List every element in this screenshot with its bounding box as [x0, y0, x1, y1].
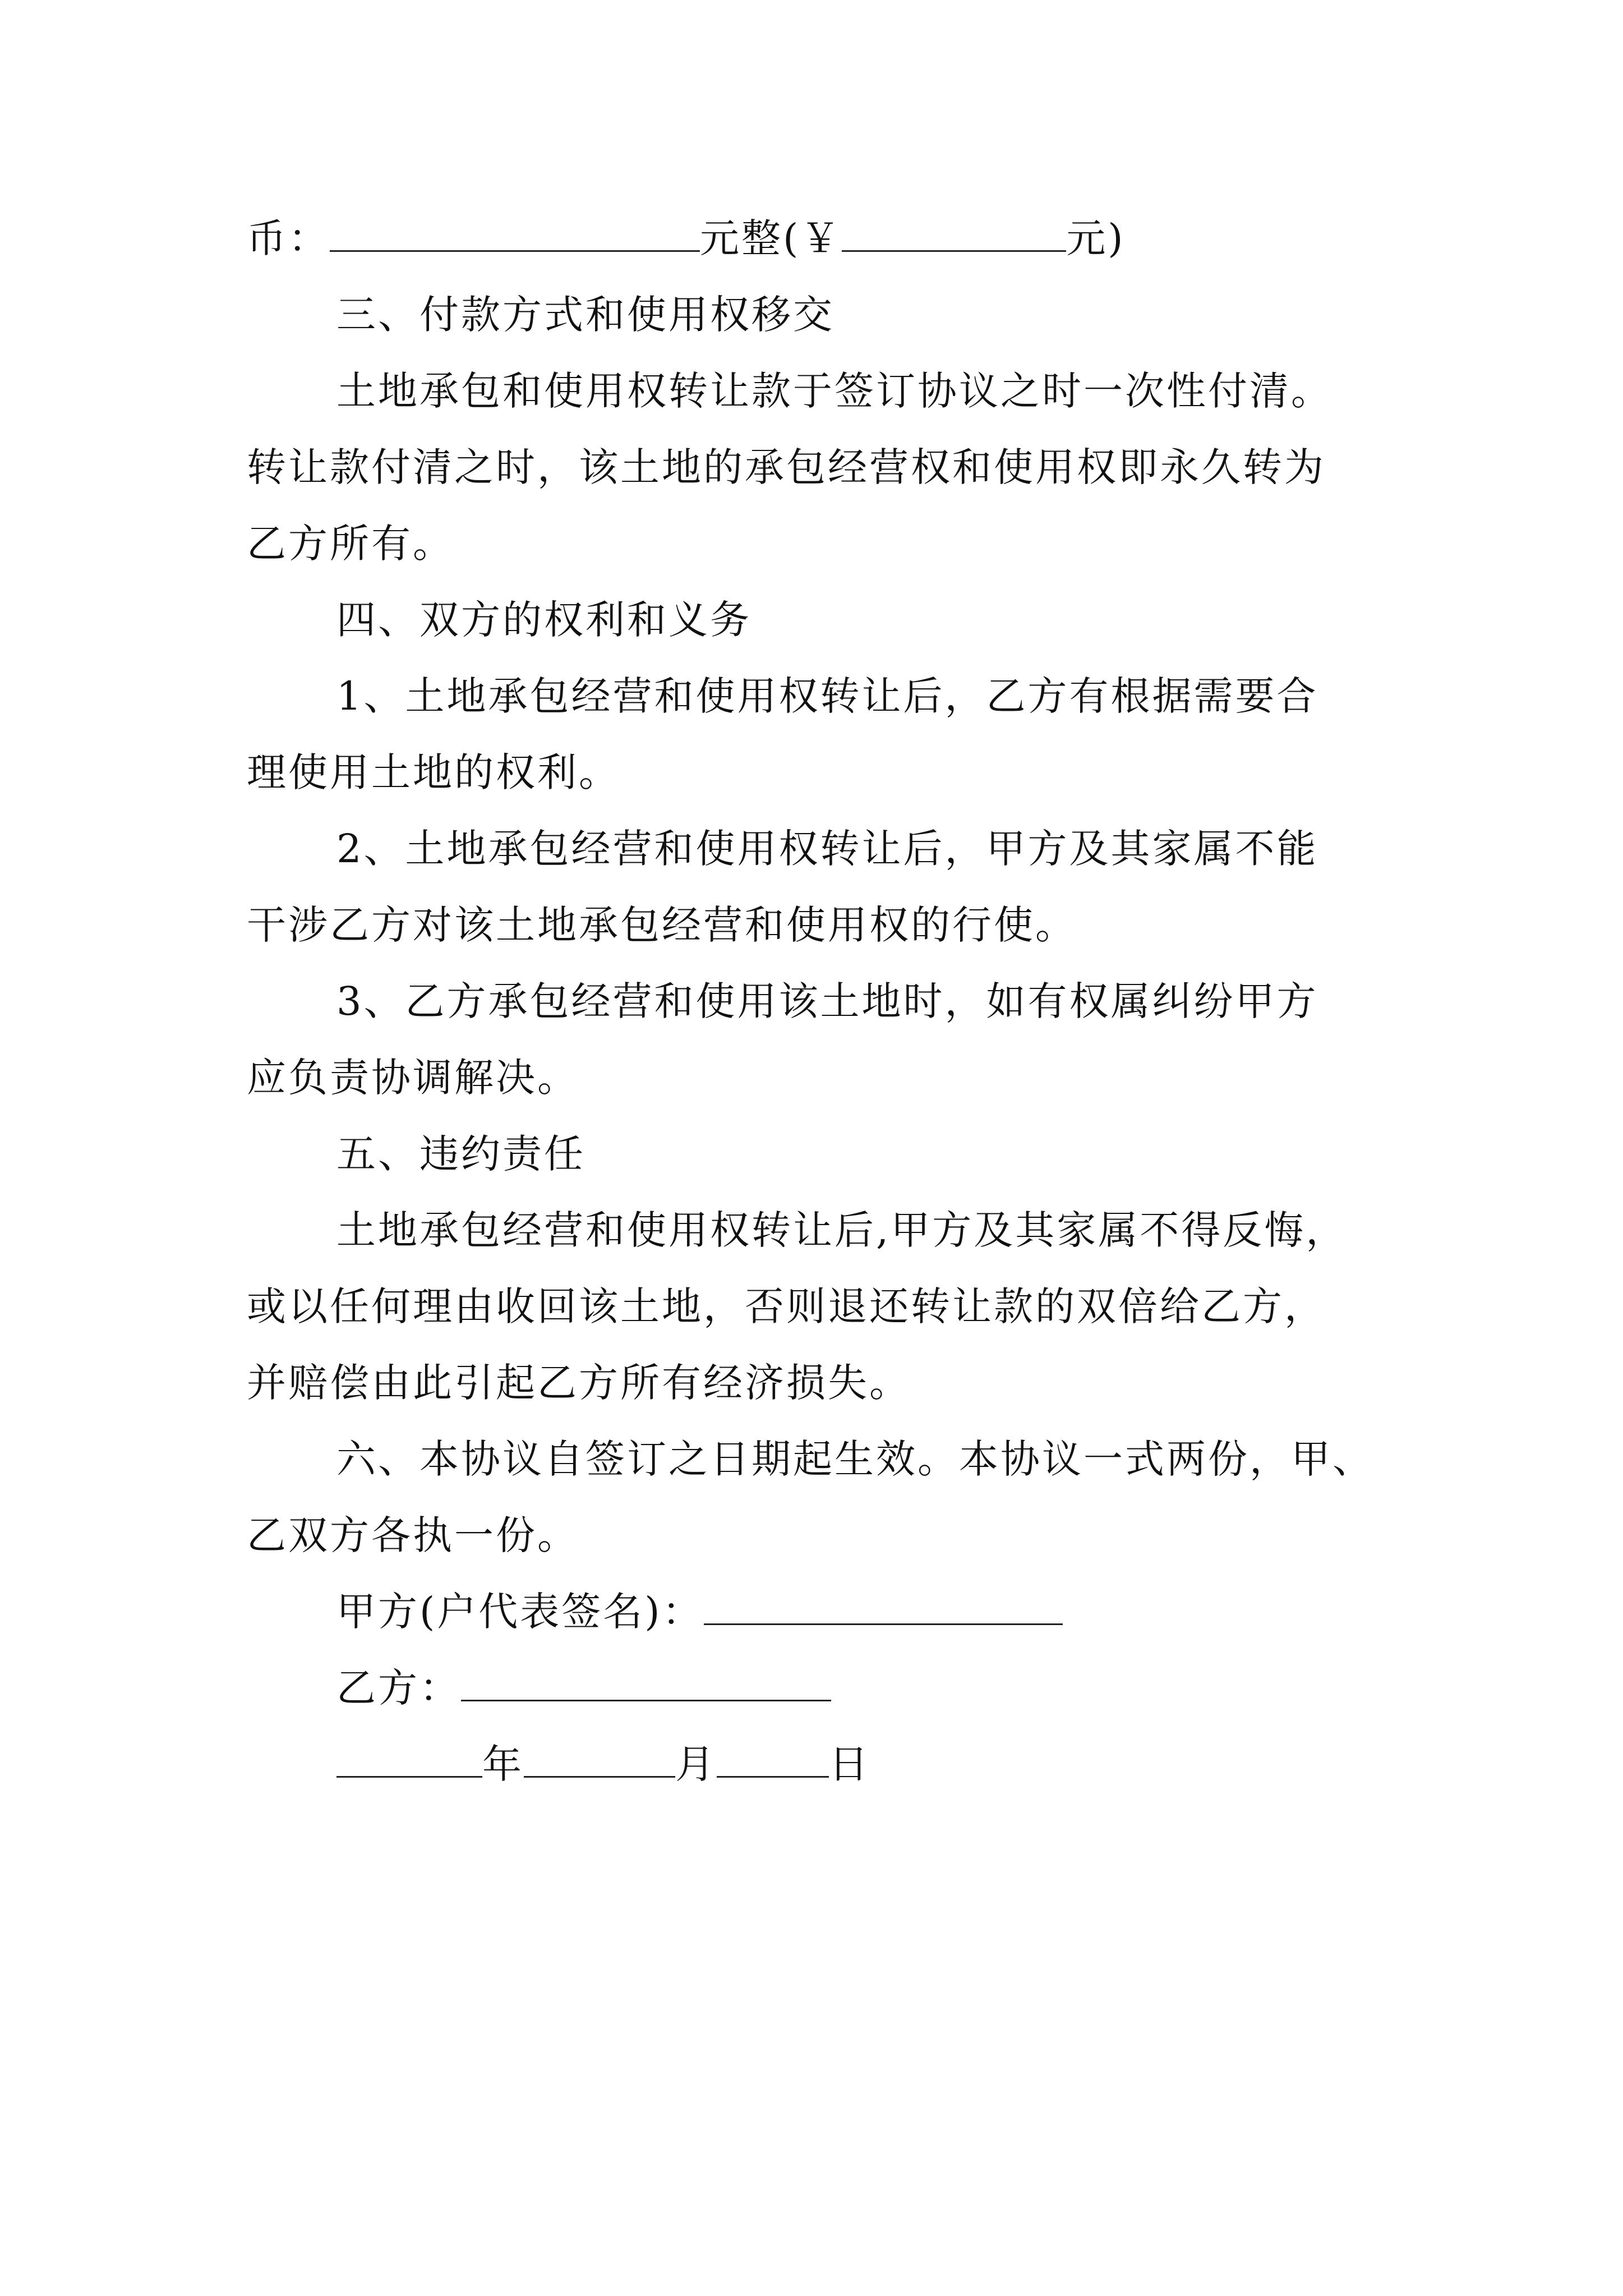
amount-number-blank[interactable]: [842, 215, 1066, 252]
date-line: [336, 1739, 870, 1789]
party-a-label: 甲方(户代表签名)：: [336, 1589, 704, 1635]
section-3-paragraph-line-1: 土地承包和使用权转让款于签订协议之时一次性付清。: [336, 368, 1332, 414]
amount-line: [247, 213, 1126, 264]
section-4-item-1-line-2: 理使用土地的权利。: [247, 749, 620, 795]
currency-label: 币：: [247, 215, 330, 261]
year-blank[interactable]: [336, 1741, 482, 1778]
section-4-item-1-line-1: 1、土地承包经营和使用权转让后，乙方有根据需要合: [336, 673, 1318, 719]
day-blank[interactable]: [717, 1741, 829, 1778]
section-5-paragraph-line-1: 土地承包经营和使用权转让后,甲方及其家属不得反悔，: [336, 1207, 1348, 1253]
section-3-paragraph-line-2: 转让款付清之时，该土地的承包经营权和使用权即永久转为: [247, 444, 1326, 490]
section-4-item-2-line-1: 2、土地承包经营和使用权转让后，甲方及其家属不能: [336, 826, 1318, 872]
month-blank[interactable]: [524, 1741, 675, 1778]
section-4-item-2-line-2: 干涉乙方对该土地承包经营和使用权的行使。: [247, 902, 1077, 948]
section-5-paragraph-line-3: 并赔偿由此引起乙方所有经济损失。: [247, 1360, 911, 1406]
section-4-heading: 四、双方的权利和义务: [336, 597, 751, 643]
party-b-signature-line: [336, 1663, 831, 1713]
amount-unit-label: 元整(￥: [700, 215, 842, 261]
section-4-item-3-line-1: 3、乙方承包经营和使用该土地时，如有权属纠纷甲方: [336, 978, 1318, 1024]
year-label: 年: [482, 1741, 524, 1787]
party-b-label: 乙方：: [336, 1665, 461, 1711]
section-6-line-2: 乙双方各执一份。: [247, 1512, 579, 1558]
day-label: 日: [829, 1741, 870, 1787]
section-6-line-1: 六、本协议自签订之日期起生效。本协议一式两份，甲、: [336, 1436, 1374, 1482]
party-b-signature-blank[interactable]: [461, 1665, 831, 1701]
section-5-heading: 五、违约责任: [336, 1131, 585, 1177]
amount-words-blank[interactable]: [330, 215, 700, 252]
party-a-signature-blank[interactable]: [704, 1589, 1063, 1625]
section-3-paragraph-line-3: 乙方所有。: [247, 521, 454, 567]
section-3-heading: 三、付款方式和使用权移交: [336, 292, 834, 338]
amount-close-label: 元): [1066, 215, 1126, 261]
section-5-paragraph-line-2: 或以任何理由收回该土地，否则退还转让款的双倍给乙方，: [247, 1283, 1326, 1329]
section-4-item-3-line-2: 应负责协调解决。: [247, 1055, 579, 1101]
month-label: 月: [675, 1741, 717, 1787]
party-a-signature-line: [336, 1586, 1063, 1637]
